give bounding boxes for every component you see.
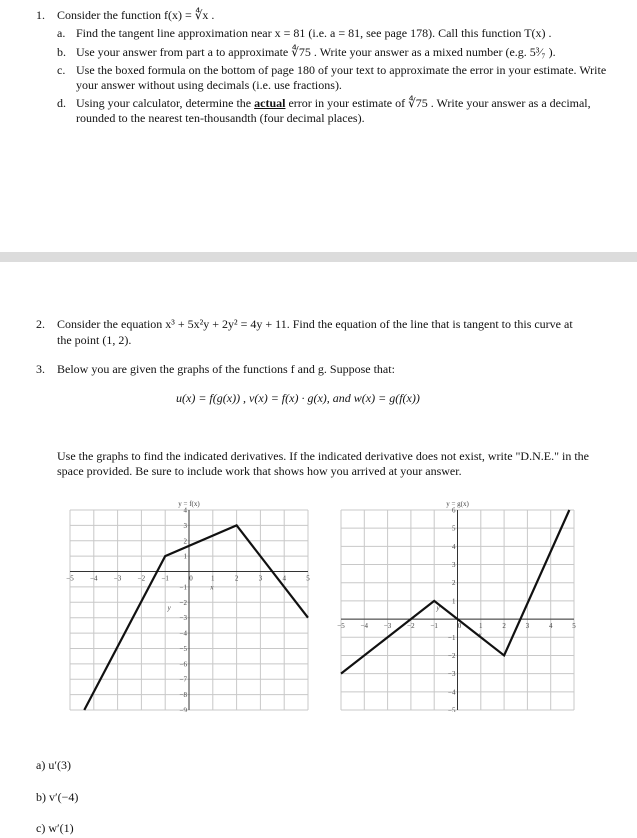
x-tick-label: 3: [258, 574, 263, 583]
q1c-text-2: your answer without using decimals (i.e. use fractions).: [76, 78, 342, 92]
q3a: a) u′(3): [36, 758, 71, 772]
x-tick-label: 1: [211, 574, 215, 583]
q1d-post: error in your estimate of ∜75 . Write your answer as a decimal,: [285, 96, 591, 110]
y-tick-label: −9: [179, 706, 187, 712]
q1d-text-2: rounded to the nearest ten-thousandth (four decimal places).: [76, 111, 365, 125]
function-curve: [341, 510, 569, 674]
q3-formula: u(x) = f(g(x)) , v(x) = f(x) · g(x), and w(x) = g(f(x)): [176, 391, 420, 405]
q1d-text-1: [76, 96, 591, 110]
x-tick-label: −1: [161, 574, 169, 583]
x-tick-label: −1: [430, 622, 438, 631]
x-tick-label: −4: [360, 622, 369, 631]
x-tick-label: −3: [113, 574, 122, 583]
x-tick-label: 5: [572, 622, 576, 631]
q2-number: 2.: [36, 317, 45, 331]
x-tick-label: 1: [479, 622, 483, 631]
y-tick-label: −5: [448, 706, 456, 712]
x-tick-label: −2: [407, 622, 415, 631]
y-tick-label: −1: [179, 583, 187, 592]
graph-f: [62, 496, 312, 712]
y-axis-label: y: [167, 604, 171, 612]
q1-stem: Consider the function f(x) = ∜x .: [57, 8, 215, 22]
q3b: b) v′(−4): [36, 790, 79, 804]
x-tick-label: −2: [137, 574, 146, 583]
x-tick-label: 2: [234, 574, 239, 583]
graph-title: y = g(x): [446, 500, 469, 508]
x-tick-label: 0: [189, 574, 193, 583]
y-tick-label: 4: [183, 506, 187, 515]
y-tick-label: 2: [183, 537, 187, 546]
q3-instructions-1: Use the graphs to find the indicated derivatives. If the indicated derivative does not exist, write "D.N.E." in the: [57, 449, 589, 463]
y-tick-label: −2: [448, 651, 456, 660]
y-tick-label: −6: [179, 660, 187, 669]
q1b-label: b.: [57, 45, 66, 59]
x-tick-label: 0: [457, 622, 462, 631]
y-tick-label: 2: [452, 579, 456, 588]
y-tick-label: 6: [452, 506, 456, 515]
x-tick-label: 2: [502, 622, 506, 631]
y-tick-label: −2: [179, 598, 187, 607]
q1-number: 1.: [36, 8, 45, 22]
y-tick-label: −3: [179, 614, 187, 623]
y-tick-label: −5: [179, 644, 187, 653]
graph-title: y = f(x): [178, 500, 200, 508]
q1d-label: d.: [57, 96, 66, 110]
x-tick-label: −5: [66, 574, 74, 583]
x-tick-label: 4: [548, 622, 553, 631]
q3-number: 3.: [36, 362, 45, 376]
q1a-text: Find the tangent line approximation near x = 81 (i.e. a = 81, see page 178). Call this function T(x) .: [76, 26, 552, 40]
y-tick-label: −4: [448, 688, 456, 697]
y-tick-label: 1: [452, 597, 456, 606]
q1b-text: Use your answer from part a to approximate ∜75 . Write your answer as a mixed number (e.g. 5³⁄₇ ).: [76, 45, 556, 59]
q3-stem: Below you are given the graphs of the functions f and g. Suppose that:: [57, 362, 395, 376]
q3c: c) w′(1): [36, 821, 74, 835]
y-tick-label: −8: [179, 691, 187, 700]
q1d-pre: Using your calculator, determine the: [76, 96, 255, 110]
x-tick-label: 5: [306, 574, 310, 583]
y-tick-label: −1: [448, 633, 456, 642]
x-tick-label: 3: [525, 622, 530, 631]
q1c-text-1: Use the boxed formula on the bottom of page 180 of your text to approximate the error in your estimate. Write: [76, 63, 607, 77]
y-tick-label: −3: [448, 670, 456, 679]
x-tick-label: −4: [90, 574, 98, 583]
y-tick-label: 1: [183, 552, 187, 561]
q2-text-1: Consider the equation x³ + 5x²y + 2y² = 4y + 11. Find the equation of the line that is tangent to this curve at: [57, 317, 573, 331]
q1a-label: a.: [57, 26, 66, 40]
y-tick-label: 3: [183, 521, 187, 530]
q1d-bold: actual: [254, 96, 286, 110]
y-tick-label: 4: [452, 542, 456, 551]
x-axis-label: x: [478, 631, 482, 640]
x-axis-label: x: [210, 583, 214, 592]
q1c-label: c.: [57, 63, 66, 77]
x-tick-label: −3: [383, 622, 392, 631]
x-tick-label: −5: [337, 622, 345, 631]
q3-instructions-2: space provided. Be sure to include work that shows how you arrived at your answer.: [57, 464, 462, 478]
y-axis-label: y: [436, 604, 440, 612]
x-tick-label: 4: [282, 574, 286, 583]
y-tick-label: −7: [179, 675, 187, 684]
y-tick-label: 5: [452, 524, 456, 533]
page-separator: [0, 252, 637, 262]
graph-g: [333, 496, 578, 712]
q2-text-2: the point (1, 2).: [57, 333, 132, 347]
y-tick-label: −4: [179, 629, 187, 638]
y-tick-label: 3: [452, 561, 456, 570]
